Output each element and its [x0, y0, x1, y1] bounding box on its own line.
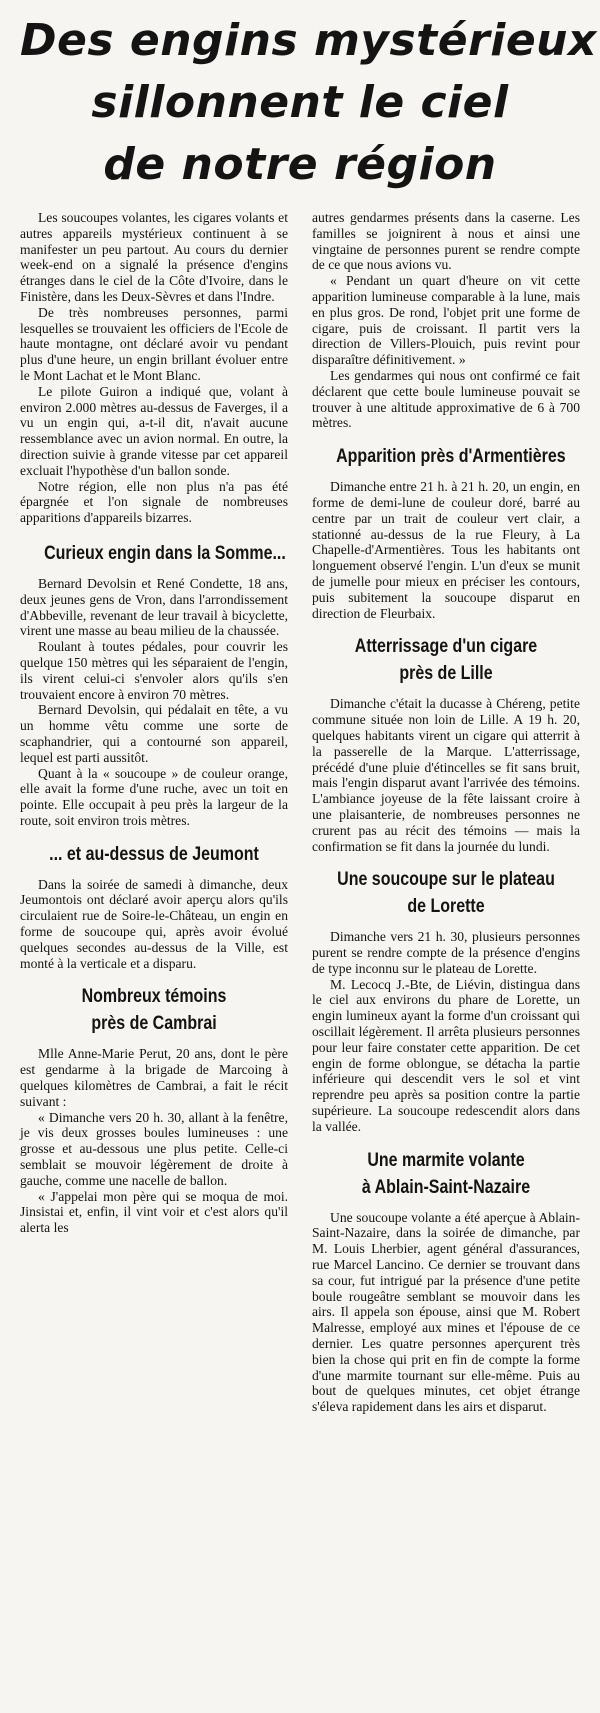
lorette-paragraph: Dimanche vers 21 h. 30, plusieurs personnes purent se rendre compte de la présence d'engins de type inconnu sur le plateau de Lorette.: [312, 929, 580, 976]
ablain-paragraph: Une soucoupe volante a été aperçue à Ablain-Saint-Nazaire, dans la soirée de dimanche, par M. Louis Lherbier, agent général d'assurances, rue Marcel Lancino. Ce dernier se trouvant dans sa cour, fut intrigué par la présence d'une petite boule rougeâtre semblant se mouvoir dans les airs. Il appela son épouse, ainsi que M. Robert Malresse, employé aux mines et l'épouse de ce dernier. Les quatre personnes aperçurent très bien la chose qui prit en fin de compte la forme d'une marmite tournant sur elle-même. Puis au bout de quelques minutes, cet objet étrange s'éleva rapidement dans les airs et disparut.: [312, 1209, 580, 1415]
section-title-somme: Curieux engin dans la Somme...: [44, 541, 286, 564]
cambrai-paragraph: « J'appelai mon père qui se moqua de moi. Jinsistai et, enfin, il vint voir et c'est alors qu'il alerta les: [20, 1188, 288, 1236]
section-title-cambrai-line-1: Nombreux témoins: [81, 985, 227, 1008]
somme-paragraph: Quant à la « soucoupe » de couleur orange, elle avait la forme d'une ruche, avec un toit en pointe. Elle occupait à peu près la largeur de la route, soit environ trois mètres.: [20, 765, 288, 828]
cambrai-continued-paragraph: « Pendant un quart d'heure on vit cette apparition lumineuse comparable à la lune, mais en plus gros. De rond, l'objet prit une forme de cigare, puis de croissant. Il partit vers la direction de Villers-Plouich, puis revint pour disparaître définitivement. »: [312, 273, 580, 368]
jeumont-paragraph: Dans la soirée de samedi à dimanche, deux Jeumontois ont déclaré avoir aperçu alors qu'ils circulaient rue de Soire-le-Château, un engin en forme de soucoupe qui, après avoir évolué quelques secondes au-dessus de la Ville, est monté à la verticale et a disparu.: [20, 876, 288, 971]
cambrai-continued-paragraph: autres gendarmes présents dans la caserne. Les familles se joignirent à nous et ainsi une vingtaine de personnes purent se rendre compte de ce que nous avions vu.: [312, 210, 580, 273]
section-title-lille: [336, 633, 556, 687]
section-title-ablain-line-2: à Ablain-Saint-Nazaire: [361, 1175, 531, 1198]
cambrai-paragraph: Mlle Anne-Marie Perut, 20 ans, dont le père est gendarme à la brigade de Marcoing à quelques kilomètres de Cambrai, a fait le récit suivant :: [20, 1046, 288, 1109]
headline-line-3: de notre région: [103, 139, 497, 190]
section-title-lorette-line-1: Une soucoupe sur le plateau: [337, 868, 555, 891]
section-title-ablain-line-1: Une marmite volante: [367, 1148, 525, 1171]
section-title-lille-line-2: près de Lille: [399, 662, 493, 685]
somme-paragraph: Roulant à toutes pédales, pour couvrir les quelque 150 mètres qui les séparaient de l'engin, ils virent celui-ci s'envoler alors qu'ils s'en trouvaient encore à environ 70 mètres.: [20, 639, 288, 702]
section-title-cambrai: [44, 983, 264, 1037]
somme-paragraph: Bernard Devolsin, qui pédalait en tête, a vu un homme vêtu comme une sorte de scaphandrier, qui a contourné son appareil, lequel est parti aussitôt.: [20, 702, 288, 765]
cambrai-continued-paragraph: Les gendarmes qui nous ont confirmé ce fait déclarent que cette boule lumineuse pouvait se trouver à une altitude approximative de 6 à 700 mètres.: [312, 367, 580, 431]
somme-paragraph: Bernard Devolsin et René Condette, 18 ans, deux jeunes gens de Vron, dans l'arrondissement d'Abbeville, revenant de leur travail à bicyclette, virent une masse au beau milieu de la chaussée.: [20, 575, 288, 639]
section-title-ablain: [336, 1147, 556, 1201]
section-title-cambrai-line-2: près de Cambrai: [91, 1012, 217, 1035]
left-column: [20, 210, 288, 1415]
intro-paragraph: Notre région, elle non plus n'a pas été épargnée et l'on signale de nombreuses apparitions d'appareils bizarres.: [20, 478, 288, 526]
section-title-lille-line-1: Atterrissage d'un cigare: [354, 635, 538, 658]
headline-line-1: Des engins mystérieux: [20, 15, 597, 66]
section-title-lorette: [336, 866, 556, 920]
intro-paragraph: Le pilote Guiron a indiqué que, volant à environ 2.000 mètres au-dessus de Faverges, il a vu un engin qui, a-t-il dit, n'avait aucune ressemblance avec un avion normal. En outre, la direction suivie à grande vitesse par cet appareil excluait l'hypothèse d'un ballon sonde.: [20, 383, 288, 478]
article-columns: [20, 210, 580, 1415]
headline: [20, 10, 597, 196]
section-title-lorette-line-2: de Lorette: [407, 895, 485, 918]
headline-line-2: sillonnent le ciel: [91, 77, 509, 128]
lorette-paragraph: M. Lecocq J.-Bte, de Liévin, distingua dans le ciel aux environs du phare de Lorette, un engin lumineux ayant la forme d'un croissant qui oscillait légèrement. Il arrêta plusieurs personnes pour leur faire constater cette apparition. De cet engin de forme oblongue, se détacha la partie inférieure qui descendit vers le sol et vint reprendre peu après sa position contre la partie supérieure. La soucoupe redescendit alors dans la vallée.: [312, 976, 580, 1134]
armentieres-paragraph: Dimanche entre 21 h. à 21 h. 20, un engin, en forme de demi-lune de couleur doré, barré au centre par un trait de couleur vert clair, a stationné au-dessus de la rue Fleury, à La Chapelle-d'Armentières. Tous les habitants ont longuement observé l'engin. L'un d'eux se munit de jumelle pour mieux en préciser les contours, puis subitement la soucoupe disparut en direction de Fleurbaix.: [312, 479, 580, 621]
right-column: [312, 210, 580, 1415]
cambrai-paragraph: « Dimanche vers 20 h. 30, allant à la fenêtre, je vis deux grosses boules lumineuses : une grosse et au-dessous une plus petite. Celle-ci semblait se mouvoir légèrement de droite à gauche, comme une nacelle de ballon.: [20, 1109, 288, 1188]
intro-paragraph: De très nombreuses personnes, parmi lesquelles se trouvaient les officiers de l'Ecole de haute montagne, ont déclaré avoir vu pendant plus d'une heure, un engin brillant évoluer entre le Mont Lachat et le Mont Blanc.: [20, 304, 288, 383]
section-title-jeumont: ... et au-dessus de Jeumont: [49, 842, 259, 865]
section-title-armentieres: Apparition près d'Armentières: [336, 445, 566, 468]
intro-paragraph: Les soucoupes volantes, les cigares volants et autres appareils mystérieux continuent à se manifester un peu partout. Au cours du dernier week-end on a signalé la présence d'engins étranges dans le ciel de la Côte d'Ivoire, dans le Finistère, dans les Deux-Sèvres et dans l'Indre.: [20, 210, 288, 304]
lille-paragraph: Dimanche c'était la ducasse à Chéreng, petite commune située non loin de Lille. A 19 h. 20, quelques habitants virent un cigare qui atterrit à la passerelle de la Marque. L'atterrissage, précédé d'une pluie d'étincelles se fit sans bruit, mais l'engin disparut avant l'arrivée des témoins. L'ambiance joyeuse de la fête laissant croire à une plaisanterie, de nombreuses personnes ne crurent pas au récit des témoins — mais la confirmation se fit dans la journée du lundi.: [312, 696, 580, 854]
